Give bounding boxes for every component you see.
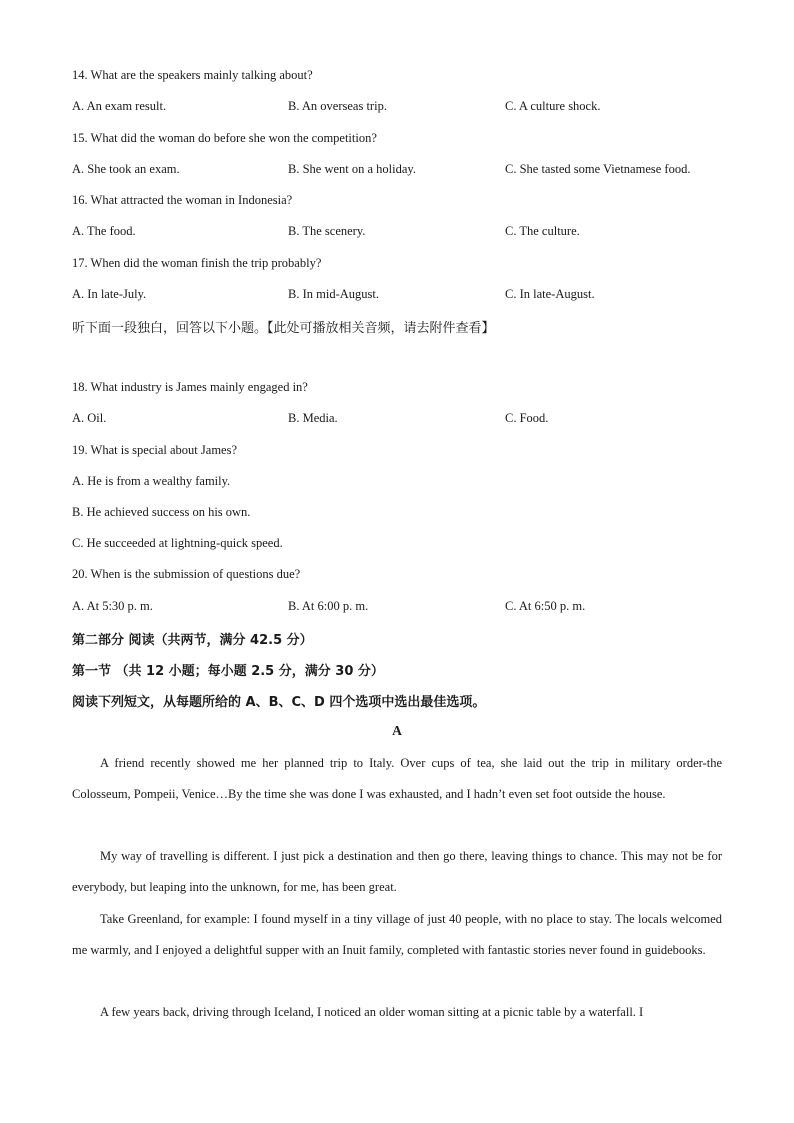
question-14: 14. What are the speakers mainly talking about? xyxy=(72,68,313,82)
question-19: 19. What is special about James? xyxy=(72,443,238,457)
paragraph-text: My way of travelling is different. I just pick a destination and then go there, leaving things to chance. This may not be for everybody, but leaping into the unknown, for me, has been great. xyxy=(72,849,722,895)
question-16: 16. What attracted the woman in Indonesia? xyxy=(72,193,293,207)
question-17-options xyxy=(72,287,722,305)
question-15-options xyxy=(72,162,722,180)
option-b: B. An overseas trip. xyxy=(288,99,387,113)
option-b: B. The scenery. xyxy=(288,224,366,238)
option-b: B. She went on a holiday. xyxy=(288,162,416,176)
option-a: A. At 5:30 p. m. xyxy=(72,599,153,613)
monologue-instruction: 听下面一段独白，回答以下小题。【此处可播放相关音频，请去附件查看】 xyxy=(72,321,495,336)
option-c: C. A culture shock. xyxy=(505,99,601,113)
paragraph-text: A few years back, driving through Iceland, I noticed an older woman sitting at a picnic table by a waterfall. I xyxy=(100,1005,644,1019)
option-a: A. Oil. xyxy=(72,411,107,425)
question-20: 20. When is the submission of questions due? xyxy=(72,567,301,581)
question-15: 15. What did the woman do before she won the competition? xyxy=(72,131,377,145)
paragraph-2 xyxy=(72,841,722,903)
section-title: 第一节 （共 12 小题；每小题 2.5 分，满分 30 分） xyxy=(72,664,384,679)
paragraph-1 xyxy=(72,748,722,810)
option-c: C. Food. xyxy=(505,411,549,425)
option-b: B. In mid-August. xyxy=(288,287,379,301)
option-c: C. In late-August. xyxy=(505,287,595,301)
reading-instruction: 阅读下列短文，从每题所给的 A、B、C、D 四个选项中选出最佳选项。 xyxy=(72,695,486,710)
option-b: B. Media. xyxy=(288,411,338,425)
option-c: C. He succeeded at lightning-quick speed. xyxy=(72,536,283,550)
question-18-options xyxy=(72,411,722,429)
passage-label: A xyxy=(392,723,402,738)
option-b: B. At 6:00 p. m. xyxy=(288,599,369,613)
option-c: C. The culture. xyxy=(505,224,580,238)
option-c: C. She tasted some Vietnamese food. xyxy=(505,162,691,176)
part-title: 第二部分 阅读（共两节，满分 42.5 分） xyxy=(72,633,313,648)
question-14-options xyxy=(72,99,722,117)
option-a: A. The food. xyxy=(72,224,136,238)
paragraph-text: A friend recently showed me her planned trip to Italy. Over cups of tea, she laid out the trip in military order-the Colosseum, Pompeii, Venice…By the time she was done I was exhausted, and I hadn’t even set foot outside the house. xyxy=(72,756,722,802)
option-a: A. She took an exam. xyxy=(72,162,180,176)
paragraph-3 xyxy=(72,904,722,966)
option-a: A. An exam result. xyxy=(72,99,167,113)
paragraph-text: Take Greenland, for example: I found myself in a tiny village of just 40 people, with no place to stay. The locals welcomed me warmly, and I enjoyed a delightful supper with an Inuit family, completed with fantastic stories never found in guidebooks. xyxy=(72,912,722,958)
question-16-options xyxy=(72,224,722,242)
option-a: A. He is from a wealthy family. xyxy=(72,474,231,488)
question-20-options xyxy=(72,599,722,617)
question-17: 17. When did the woman finish the trip probably? xyxy=(72,256,322,270)
option-c: C. At 6:50 p. m. xyxy=(505,599,586,613)
option-a: A. In late-July. xyxy=(72,287,147,301)
option-b: B. He achieved success on his own. xyxy=(72,505,251,519)
question-18: 18. What industry is James mainly engaged in? xyxy=(72,380,308,394)
paragraph-4 xyxy=(72,997,722,1028)
